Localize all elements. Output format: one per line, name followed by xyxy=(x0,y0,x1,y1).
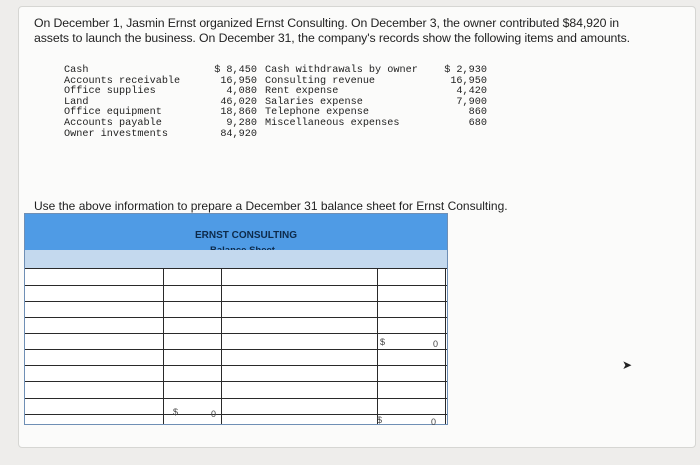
dollar-sign: $ xyxy=(380,337,386,347)
row-divider xyxy=(25,349,447,350)
account-amount: 4,080 xyxy=(226,86,257,98)
account-label: Miscellaneous expenses xyxy=(265,117,400,129)
account-label: Rent expense xyxy=(265,86,339,98)
company-name: ERNST CONSULTING xyxy=(195,230,298,241)
column-divider xyxy=(445,268,446,424)
account-label: Cash withdrawals by owner xyxy=(265,65,418,76)
account-label: Land xyxy=(64,96,89,108)
asset-label-cell[interactable] xyxy=(27,270,161,284)
right-account-amounts xyxy=(437,66,487,130)
mouse-cursor-icon: ➤ xyxy=(622,358,633,372)
asset-amount-cell[interactable] xyxy=(165,270,219,284)
account-amount: 860 xyxy=(468,107,487,119)
account-label: Telephone expense xyxy=(265,107,369,119)
account-amount: 7,900 xyxy=(456,96,487,108)
account-amount: 9,280 xyxy=(226,117,257,129)
total-assets-zero: 0 xyxy=(211,409,217,419)
row-divider xyxy=(25,414,447,415)
column-divider xyxy=(377,268,378,424)
account-amount: 18,860 xyxy=(220,107,257,119)
total-liabilities-zero: 0 xyxy=(431,417,437,427)
dollar-sign: $ xyxy=(173,407,179,417)
account-amount: $ 8,450 xyxy=(214,65,257,76)
account-amount: 46,020 xyxy=(220,96,257,108)
row-divider xyxy=(25,398,447,399)
row-divider xyxy=(25,333,447,334)
problem-intro: On December 1, Jasmin Ernst organized Ernst Consulting. On December 3, the owner contributed $84,920 in assets to launch the business. On December 31, the company's records show the following items and amounts. xyxy=(34,16,630,45)
account-label: Consulting revenue xyxy=(265,75,376,87)
balance-sheet-table xyxy=(24,213,448,425)
instruction-text: Use the above information to prepare a December 31 balance sheet for Ernst Consulting. xyxy=(34,199,508,213)
liability-amount-cell[interactable] xyxy=(379,270,443,284)
account-label: Accounts receivable xyxy=(64,75,181,87)
row-divider xyxy=(25,365,447,366)
subtotal-zero: 0 xyxy=(433,339,439,349)
right-account-labels xyxy=(265,66,418,130)
account-amount: $ 2,930 xyxy=(444,65,487,76)
date-row[interactable] xyxy=(25,250,447,268)
column-divider xyxy=(163,268,164,424)
liability-label-cell[interactable] xyxy=(223,270,375,284)
row-divider xyxy=(25,285,447,286)
account-amount: 84,920 xyxy=(220,128,257,140)
row-divider xyxy=(25,317,447,318)
account-label: Owner investments xyxy=(64,128,168,140)
account-label: Accounts payable xyxy=(64,117,162,129)
row-divider xyxy=(25,301,447,302)
account-amount: 680 xyxy=(468,117,487,129)
account-amount: 4,420 xyxy=(456,86,487,98)
left-account-labels xyxy=(64,66,180,140)
account-label: Office equipment xyxy=(64,107,162,119)
row-divider xyxy=(25,381,447,382)
account-amount: 16,950 xyxy=(450,75,487,87)
account-label: Salaries expense xyxy=(265,96,363,108)
left-account-amounts xyxy=(212,66,257,140)
account-amount: 16,950 xyxy=(220,75,257,87)
account-label: Office supplies xyxy=(64,86,156,98)
column-divider xyxy=(221,268,222,424)
dollar-sign: $ xyxy=(377,415,383,425)
account-label: Cash xyxy=(64,65,89,76)
row-divider xyxy=(25,268,447,269)
